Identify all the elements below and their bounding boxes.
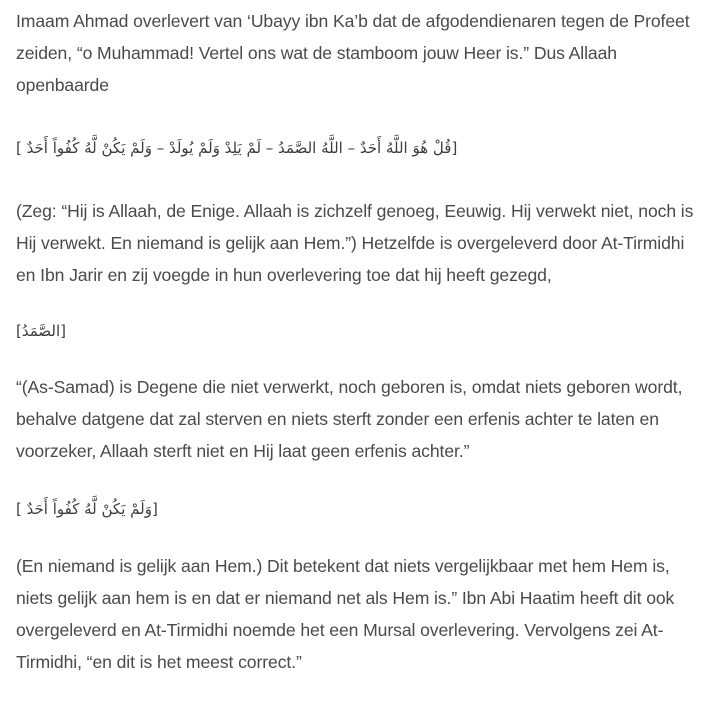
article-body [16,5,700,678]
paragraph-translation: (Zeg: “Hij is Allaah, de Enige. Allaah is zichzelf genoeg, Eeuwig. Hij verwekt niet, noch is Hij verwekt. En niemand is gelijk aan Hem.”) Hetzelfde is overgeleverd door At-Tirmidhi en Ibn Jarir en zij voegde in hun overlevering toe dat hij heeft gezegd, [16,201,694,285]
arabic-quote-surah-ikhlas: [قُلْ هُوَ اللَّهُ أَحَدٌ – اللَّهُ الصَّمَدُ – لَمْ يَلِدْ وَلَمْ يُولَدْ – وَلَمْ يَكُنْ لَّهُ كُفُواً أَحَدٌ ] [16,139,458,157]
arabic-quote-kufuwan-ahad: [وَلَمْ يَكُنْ لَّهُ كُفُواً أَحَدٌ ] [16,500,158,518]
arabic-quote-as-samad: [الصَّمَدُ] [16,322,66,340]
paragraph-intro: Imaam Ahmad overlevert van ‘Ubayy ibn Ka’b dat de afgodendienaren tegen de Profeet zeiden, “o Muhammad! Vertel ons wat de stamboom jouw Heer is.” Dus Allaah openbaarde [16,11,690,95]
paragraph-as-samad-explanation: “(As-Samad) is Degene die niet verwerkt, noch geboren is, omdat niets geboren wordt, behalve datgene dat zal sterven en niets sterft zonder een erfenis achter te laten en voorzeker, Allaah sterft niet en Hij laat geen erfenis achter.” [16,377,683,461]
paragraph-conclusion: (En niemand is gelijk aan Hem.) Dit betekent dat niets vergelijkbaar met hem Hem is, niets gelijk aan hem is en dat er niemand net als Hem is.” Ibn Abi Haatim heeft dit ook overgeleverd en At-Tirmidhi noemde het een Mursal overlevering. Vervolgens zei At-Tirmidhi, “en dit is het meest correct.” [16,556,675,672]
